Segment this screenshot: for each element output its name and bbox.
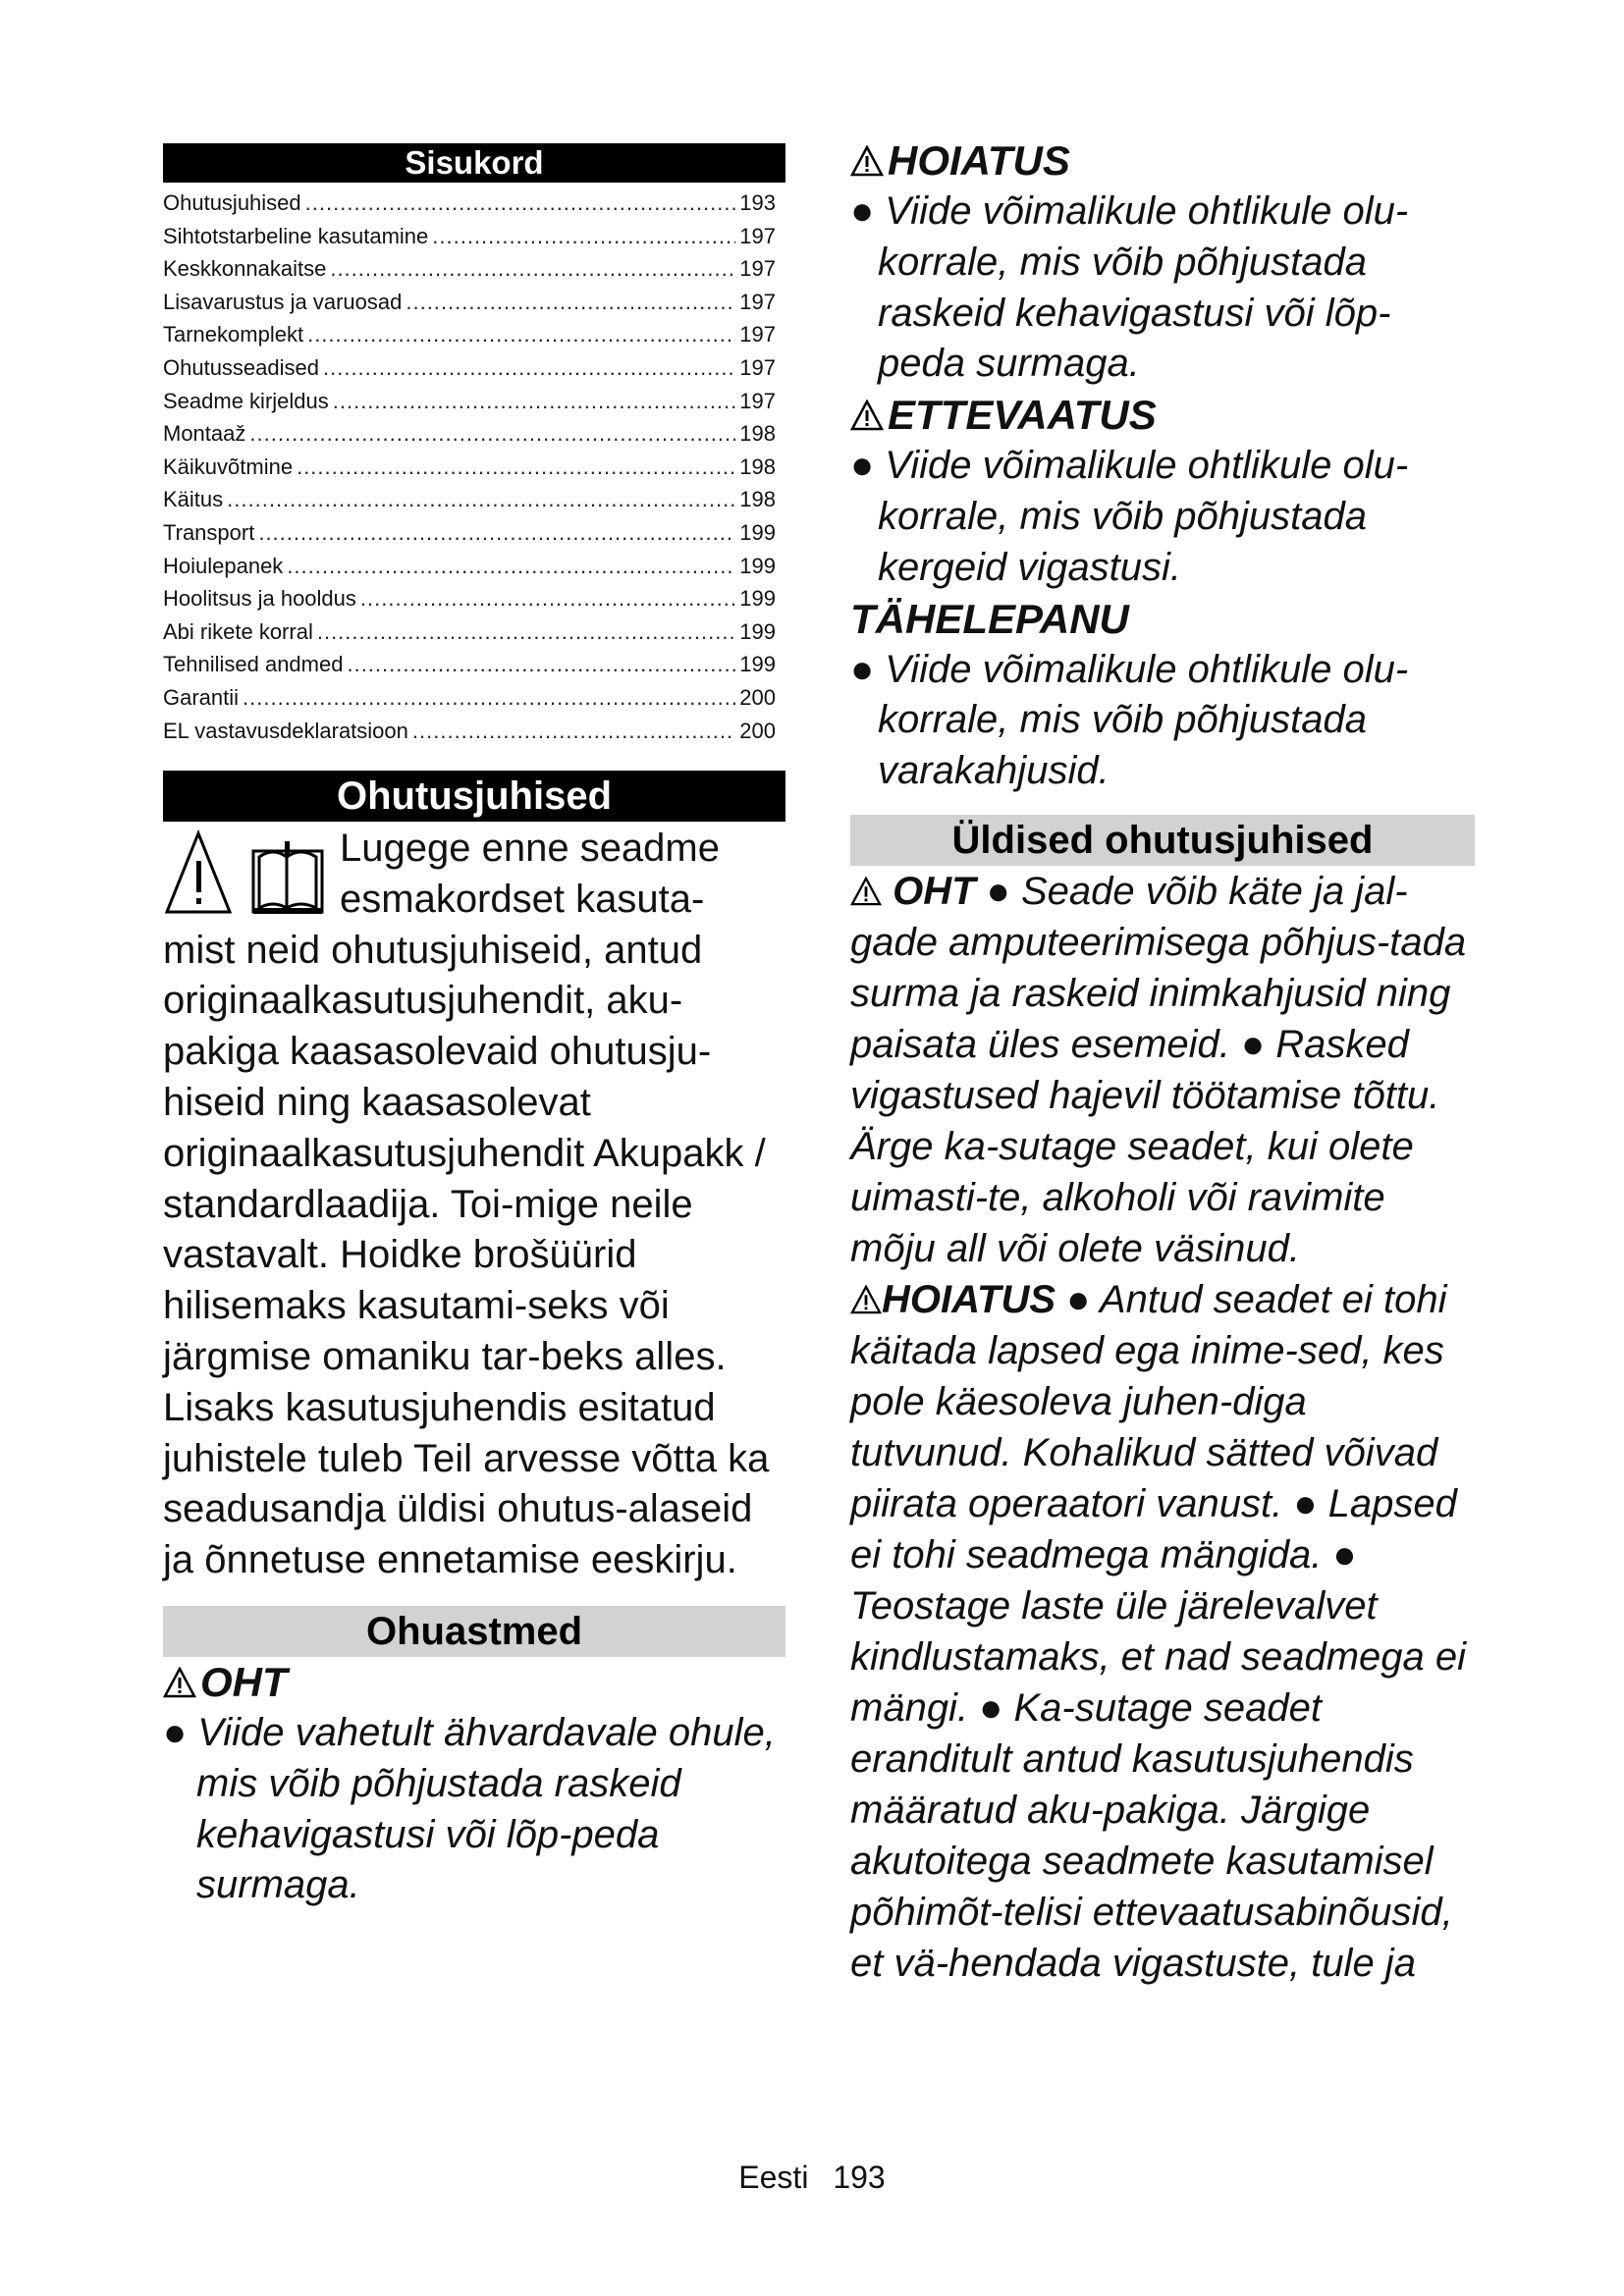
toc-entry-label: Seadme kirjeldus	[163, 388, 329, 413]
toc-entry-label: Tehnilised andmed	[163, 652, 344, 677]
toc-entry-page: 200	[739, 684, 776, 710]
toc-leader-dots	[297, 451, 735, 484]
toc-entry-label: Keskkonnakaitse	[163, 256, 327, 282]
toc-entry[interactable]	[163, 385, 785, 418]
intro-paragraph: mist neid ohutusjuhiseid, antud originaalkasutusjuhendit, aku-pakiga kaasasolevaid ohutusju-hiseid ning kaasasolevat originaalkasutusjuhendit Akupakk / standardlaadija. Toi-mige neile vastavalt. Hoidke brošüürid hilisemaks kasutami-seks või järgmise omaniku tar-beks alles.	[163, 928, 766, 1379]
toc-entry-label: Abi rikete korral	[163, 618, 313, 644]
oht-description: ● Viide vahetult ähvardavale ohule, mis võib põhjustada raskeid kehavigastusi või lõp-peda surmaga.	[163, 1711, 776, 1907]
toc-entry-label: Garantii	[163, 684, 240, 710]
toc-entry[interactable]	[163, 286, 785, 319]
toc-entry-page: 197	[739, 354, 776, 380]
toc-entry[interactable]	[163, 483, 785, 516]
toc-entry[interactable]	[163, 516, 785, 550]
toc-entry-label: Transport	[163, 519, 255, 545]
footer-language: Eesti	[738, 2160, 809, 2195]
toc-leader-dots	[317, 615, 735, 649]
toc-entry[interactable]	[163, 318, 785, 351]
toc-leader-dots	[333, 385, 736, 418]
toc-entry-page: 199	[739, 586, 776, 612]
toc-entry[interactable]	[163, 220, 785, 253]
toc-leader-dots	[360, 582, 735, 615]
toc-leader-dots	[412, 715, 735, 748]
section-title-uldised: Üldised ohutusjuhised	[850, 815, 1475, 866]
toc-leader-dots	[323, 351, 735, 385]
toc-entry-label: Lisavarustus ja varuosad	[163, 289, 403, 314]
toc-entry-page: 198	[739, 421, 776, 447]
toc-entry-label: Käitus	[163, 487, 224, 512]
hoiatus-description: ● Viide võimalikule ohtlikule olu-korrale, mis võib põhjustada raskeid kehavigastusi või lõp-peda surmaga.	[850, 189, 1409, 386]
read-manual-icon	[253, 841, 322, 914]
footer-page-number: 193	[833, 2160, 886, 2195]
toc-leader-dots	[249, 417, 735, 451]
warning-triangle-icon	[850, 145, 884, 177]
toc-leader-dots	[432, 220, 735, 253]
warning-and-manual-icons	[163, 829, 332, 918]
toc-entry-label: Ohutusjuhised	[163, 190, 301, 215]
warning-triangle-icon	[167, 833, 230, 912]
warning-triangle-icon	[163, 1667, 196, 1698]
toc-entry-page: 199	[739, 652, 776, 677]
warning-triangle-icon	[850, 400, 884, 431]
ettevaatus-heading: ETTEVAATUS	[850, 390, 1475, 441]
uldised-oht-paragraph	[850, 866, 1475, 1274]
toc-entry-label: Ohutusseadised	[163, 354, 319, 380]
toc-leader-dots	[347, 648, 735, 681]
uldised-oht-text: ● Seade võib käte ja jal-gade amputeerimisega põhjus-tada surma ja raskeid inimkahjusid ning paisata üles esemeid. ● Rasked vigastused hajevil töötamise tõttu. Ärge ka-sutage seadet, kui olete uimasti-te, alkoholi või ravimite mõju all või olete väsinud.	[850, 869, 1467, 1270]
toc-entry[interactable]	[163, 451, 785, 484]
toc-entry-label: Montaaž	[163, 421, 246, 447]
toc-entry[interactable]	[163, 582, 785, 615]
toc-entry-page: 197	[739, 256, 776, 282]
toc-leader-dots	[307, 318, 735, 351]
toc-entry-page: 197	[739, 322, 776, 347]
warning-triangle-icon	[850, 877, 882, 906]
toc-entry[interactable]	[163, 681, 785, 715]
toc-entry-page: 200	[739, 718, 776, 743]
oht-label: OHT	[893, 869, 976, 913]
uldised-hoiatus-paragraph	[850, 1274, 1475, 1989]
toc-entry-label: Tarnekomplekt	[163, 322, 304, 347]
toc-entry-page: 197	[739, 289, 776, 314]
uldised-hoiatus-text: ● Antud seadet ei tohi käitada lapsed ega inime-sed, kes pole käesoleva juhen-diga tutvunud. Kohalikud sätted võivad piirata operaatori vanust. ● Lapsed ei tohi seadmega mängida. ● Teostage laste üle järelevalvet kindlustamaks, et nad seadmega ei mängi. ● Ka-sutage seadet eranditult antud kasutusjuhendis määratud aku-pakiga. Järgige akutoitega seadmete kasutamisel põhimõt-telisi ettevaatusabinõusid, et vä-hendada vigastuste, tule ja	[850, 1277, 1467, 1985]
toc-leader-dots	[287, 550, 735, 583]
toc-entry[interactable]	[163, 187, 785, 220]
legal-paragraph: Lisaks kasutusjuhendis esitatud juhistele tuleb Teil arvesse võtta ka seadusandja üldisi ohutus-alaseid ja õnnetuse ennetamise eeskirju.	[163, 1385, 770, 1582]
intro-first-line: Lugege enne seadme esmakordset kasuta-	[340, 827, 720, 921]
toc-entry[interactable]	[163, 417, 785, 451]
toc-entry[interactable]	[163, 715, 785, 748]
toc-entry-label: Sihtotstarbeline kasutamine	[163, 223, 429, 248]
section-title-ohuastmed: Ohuastmed	[163, 1606, 785, 1657]
hoiatus-heading: HOIATUS	[850, 135, 1475, 187]
toc-entry-label: Hoolitsus ja hooldus	[163, 586, 356, 612]
warning-triangle-icon	[850, 1285, 882, 1314]
toc-entry-label: Hoiulepanek	[163, 553, 284, 578]
toc-entry-label: EL vastavusdeklaratsioon	[163, 718, 408, 743]
toc-leader-dots	[243, 681, 735, 715]
toc-leader-dots	[305, 187, 736, 220]
toc-entry[interactable]	[163, 351, 785, 385]
hoiatus-label: HOIATUS	[882, 1277, 1056, 1321]
toc-entry-page: 193	[739, 190, 776, 215]
oht-heading: OHT	[163, 1657, 785, 1708]
toc-leader-dots	[406, 286, 735, 319]
toc-entry-page: 199	[739, 519, 776, 545]
toc-leader-dots	[330, 252, 735, 286]
right-column	[850, 135, 1475, 1989]
table-of-contents	[163, 187, 785, 747]
toc-entry-page: 198	[739, 487, 776, 512]
toc-entry[interactable]	[163, 252, 785, 286]
left-column	[163, 143, 785, 1911]
toc-entry-page: 199	[739, 553, 776, 578]
ettevaatus-description: ● Viide võimalikule ohtlikule olu-korrale, mis võib põhjustada kergeid vigastusi.	[850, 444, 1409, 589]
section-title-ohutusjuhised: Ohutusjuhised	[163, 771, 785, 822]
tahelepanu-description: ● Viide võimalikule ohtlikule olu-korrale, mis võib põhjustada varakahjusid.	[850, 647, 1409, 793]
toc-entry-page: 197	[739, 388, 776, 413]
intro-block	[163, 824, 785, 1383]
toc-entry[interactable]	[163, 550, 785, 583]
toc-leader-dots	[258, 516, 735, 550]
toc-entry[interactable]	[163, 615, 785, 649]
tahelepanu-heading: TÄHELEPANU	[850, 595, 1129, 642]
toc-title: Sisukord	[163, 143, 785, 183]
toc-entry[interactable]	[163, 648, 785, 681]
toc-entry-label: Käikuvõtmine	[163, 454, 294, 479]
toc-leader-dots	[227, 483, 735, 516]
toc-entry-page: 199	[739, 618, 776, 644]
page-footer	[0, 2160, 1624, 2196]
toc-entry-page: 197	[739, 223, 776, 248]
toc-entry-page: 198	[739, 454, 776, 479]
